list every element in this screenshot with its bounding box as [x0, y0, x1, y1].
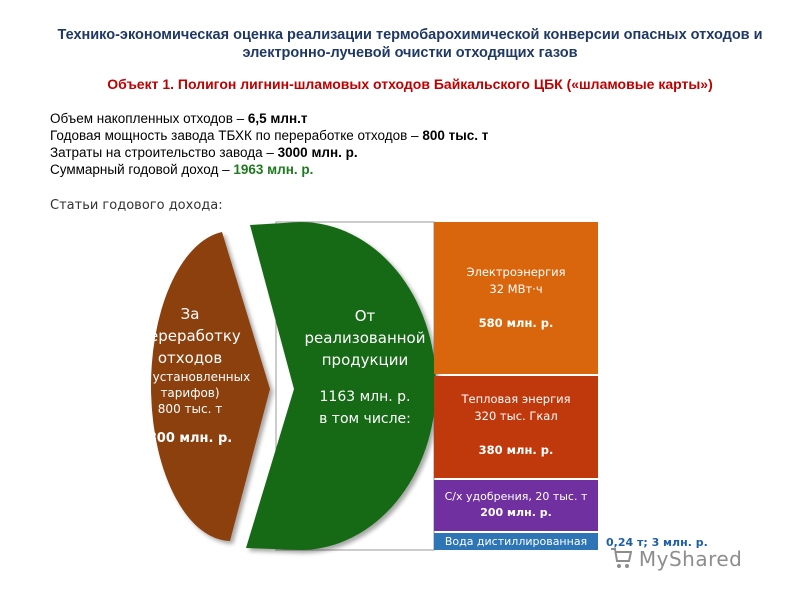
fact-construction-cost: Затраты на строительство завода – 3000 млн. р.	[50, 145, 358, 160]
electricity-amount: 580 млн. р.	[478, 316, 554, 330]
electricity-label: Электроэнергия	[466, 265, 566, 279]
distilled-water-amount: 0,24 т; 3 млн. р.	[606, 536, 708, 549]
shopping-cart-icon	[610, 546, 632, 570]
waste-line-5: тарифов)	[160, 386, 220, 400]
waste-amount: 800 млн. р.	[147, 431, 233, 446]
fact-plant-capacity: Годовая мощность завода ТБХК по переработке отходов – 800 тыс. т	[50, 128, 489, 143]
fertilizer-amount: 200 млн. р.	[480, 506, 552, 519]
heat-energy-label: Тепловая энергия	[461, 392, 571, 406]
products-line-2: реализованной	[304, 329, 426, 347]
waste-line-4: (от установленных	[129, 370, 251, 384]
electricity-box	[434, 222, 598, 374]
fertilizer-label: С/х удобрения, 20 тыс. т	[444, 490, 588, 503]
products-line-1: От	[354, 307, 376, 325]
logo-text: MyShared	[638, 547, 743, 571]
heat-energy-amount: 380 млн. р.	[478, 443, 554, 457]
slide-subtitle: Объект 1. Полигон лигнин-шламовых отходов Байкальского ЦБК («шламовые карты»)	[107, 76, 713, 92]
heat-energy-volume: 320 тыс. Гкал	[474, 409, 558, 423]
income-items-label: Статьи годового дохода:	[50, 198, 223, 213]
heat-energy-box	[434, 376, 598, 478]
waste-processing-text	[110, 303, 270, 449]
waste-line-1: За	[180, 305, 200, 323]
products-note: в том числе:	[319, 411, 411, 427]
waste-line-2: переработку	[139, 327, 241, 345]
products-sales-text	[290, 305, 440, 430]
waste-line-6: 800 тыс. т	[157, 402, 223, 416]
electricity-capacity: 32 МВт·ч	[489, 282, 543, 296]
slide-title: Технико-экономическая оценка реализации термобарохимической конверсии опасных отходов и электронно-лучевой очистки отходящих газов	[57, 27, 763, 61]
fact-annual-income: Суммарный годовой доход – 1963 млн. р.	[50, 162, 314, 177]
distilled-water-box	[434, 533, 598, 550]
waste-line-3: отходов	[157, 349, 223, 367]
fact-waste-volume: Объем накопленных отходов – 6,5 млн.т	[50, 111, 308, 126]
distilled-water-label: Вода дистиллированная	[444, 535, 588, 548]
products-amount: 1163 млн. р.	[319, 389, 411, 405]
products-line-3: продукции	[321, 351, 409, 369]
fertilizer-box	[434, 480, 598, 531]
myshared-logo	[610, 546, 742, 571]
